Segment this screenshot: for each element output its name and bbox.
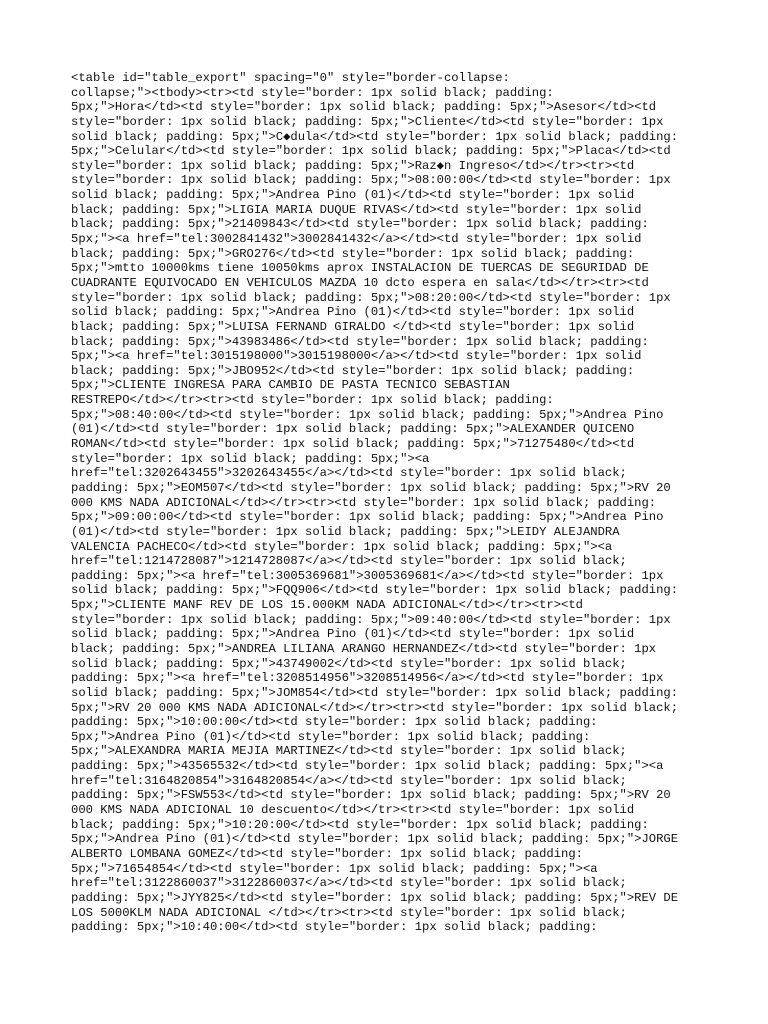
text-line: RESTREPO</td></tr><tr><td style="border: 1px solid black; padding:	[71, 393, 554, 408]
text-line: solid black; padding: 5px;">Andrea Pino (01)</td><td style="border: 1px solid	[71, 305, 635, 320]
text-line: style="border: 1px solid black; padding: 5px;">09:40:00</td><td style="border: 1px	[71, 612, 671, 627]
text-line: 5px;">71654854</td><td style="border: 1px solid black; padding: 5px;"><a	[71, 861, 598, 876]
text-line: padding: 5px;">EOM507</td><td style="border: 1px solid black; padding: 5px;">RV 20	[71, 480, 671, 495]
text-line: black; padding: 5px;">LIGIA MARIA DUQUE RIVAS</td><td style="border: 1px solid	[71, 202, 642, 217]
text-line: black; padding: 5px;">ANDREA LILIANA ARANGO HERNANDEZ</td><td style="border: 1px	[71, 641, 657, 656]
text-line: padding: 5px;">FSW553</td><td style="border: 1px solid black; padding: 5px;">RV 20	[71, 788, 671, 803]
text-line: (01)</td><td style="border: 1px solid black; padding: 5px;">ALEXANDER QUICENO	[71, 422, 635, 437]
text-line: padding: 5px;"><a href="tel:3208514956">3208514956</a></td><td style="border: 1px	[71, 671, 664, 686]
text-line: href="tel:3202643455">3202643455</a></td><td style="border: 1px solid black;	[71, 466, 627, 481]
text-line: solid black; padding: 5px;">43749002</td><td style="border: 1px solid black;	[71, 656, 627, 671]
text-line: href="tel:3122860037">3122860037</a></td><td style="border: 1px solid black;	[71, 876, 627, 891]
text-line: 5px;">CLIENTE MANF REV DE LOS 15.000KM NADA ADICIONAL</td></tr><tr><td	[71, 598, 583, 613]
text-line: ROMAN</td><td style="border: 1px solid black; padding: 5px;">71275480</td><td	[71, 437, 635, 452]
text-line: 5px;">Andrea Pino (01)</td><td style="border: 1px solid black; padding:	[71, 729, 591, 744]
text-line: 5px;">09:00:00</td><td style="border: 1px solid black; padding: 5px;">Andrea Pino	[71, 510, 664, 525]
text-line: <table id="table_export" spacing="0" style="border-collapse:	[71, 71, 510, 85]
text-line: style="border: 1px solid black; padding: 5px;">Raz◆n Ingreso</td></tr><tr><td	[71, 158, 635, 173]
text-line: padding: 5px;">JYY825</td><td style="border: 1px solid black; padding: 5px;">REV DE	[71, 890, 679, 905]
text-line: padding: 5px;">43565532</td><td style="border: 1px solid black; padding: 5px;"><a	[71, 759, 664, 774]
text-line: black; padding: 5px;">21409843</td><td style="border: 1px solid black; padding:	[71, 217, 649, 232]
text-line: 5px;">RV 20 000 KMS NADA ADICIONAL</td></tr><tr><td style="border: 1px solid black;	[71, 700, 679, 715]
text-line: black; padding: 5px;">JBO952</td><td style="border: 1px solid black; padding:	[71, 363, 635, 378]
text-line: 000 KMS NADA ADICIONAL</td></tr><tr><td style="border: 1px solid black; padding:	[71, 495, 657, 510]
text-line: href="tel:1214728087">1214728087</a></td><td style="border: 1px solid black;	[71, 554, 627, 569]
text-line: ALBERTO LOMBANA GOMEZ</td><td style="border: 1px solid black; padding:	[71, 846, 583, 861]
text-line: CUADRANTE EQUIVOCADO EN VEHICULOS MAZDA 10 dcto espera en sala</td></tr><tr><td	[71, 275, 649, 290]
text-line: style="border: 1px solid black; padding: 5px;">08:20:00</td><td style="border: 1px	[71, 290, 671, 305]
text-line: LOS 5000KLM NADA ADICIONAL </td></tr><tr><td style="border: 1px solid black;	[71, 905, 627, 920]
text-line: solid black; padding: 5px;">C◆dula</td><td style="border: 1px solid black; padding:	[71, 129, 679, 144]
text-line: black; padding: 5px;">10:20:00</td><td style="border: 1px solid black; padding:	[71, 817, 649, 832]
text-line: solid black; padding: 5px;">Andrea Pino (01)</td><td style="border: 1px solid	[71, 627, 635, 642]
text-line: 5px;">08:40:00</td><td style="border: 1px solid black; padding: 5px;">Andrea Pino	[71, 407, 664, 422]
text-line: black; padding: 5px;">LUISA FERNAND GIRALDO </td><td style="border: 1px solid	[71, 319, 635, 334]
text-line: collapse;"><tbody><tr><td style="border: 1px solid black; padding:	[71, 85, 554, 100]
text-line: padding: 5px;">10:40:00</td><td style="border: 1px solid black; padding:	[71, 920, 598, 935]
text-line: padding: 5px;"><a href="tel:3005369681">3005369681</a></td><td style="border: 1px	[71, 568, 664, 583]
document-page	[71, 71, 701, 935]
text-line: style="border: 1px solid black; padding: 5px;"><a	[71, 451, 430, 466]
text-line: padding: 5px;">10:00:00</td><td style="border: 1px solid black; padding:	[71, 715, 598, 730]
text-line: href="tel:3164820854">3164820854</a></td><td style="border: 1px solid black;	[71, 773, 627, 788]
text-line: 5px;">mtto 10000kms tiene 10050kms aprox INSTALACION DE TUERCAS DE SEGURIDAD DE	[71, 261, 649, 276]
text-line: 5px;"><a href="tel:3015198000">3015198000</a></td><td style="border: 1px solid	[71, 349, 642, 364]
text-line: style="border: 1px solid black; padding: 5px;">08:00:00</td><td style="border: 1px	[71, 173, 671, 188]
text-line: 5px;">ALEXANDRA MARIA MEJIA MARTINEZ</td><td style="border: 1px solid black;	[71, 744, 627, 759]
text-line: 5px;">Celular</td><td style="border: 1px solid black; padding: 5px;">Placa</td><td	[71, 144, 671, 159]
text-line: black; padding: 5px;">GRO276</td><td style="border: 1px solid black; padding:	[71, 246, 635, 261]
text-line: style="border: 1px solid black; padding: 5px;">Cliente</td><td style="border: 1px	[71, 114, 664, 129]
text-line: 000 KMS NADA ADICIONAL 10 descuento</td></tr><tr><td style="border: 1px solid	[71, 803, 635, 818]
text-line: VALENCIA PACHECO</td><td style="border: 1px solid black; padding: 5px;"><a	[71, 539, 613, 554]
text-line: solid black; padding: 5px;">Andrea Pino (01)</td><td style="border: 1px solid	[71, 188, 635, 203]
text-line: (01)</td><td style="border: 1px solid black; padding: 5px;">LEIDY ALEJANDRA	[71, 524, 620, 539]
text-line: solid black; padding: 5px;">FQQ906</td><td style="border: 1px solid black; padding:	[71, 583, 679, 598]
text-line: 5px;">CLIENTE INGRESA PARA CAMBIO DE PASTA TECNICO SEBASTIAN	[71, 378, 510, 393]
text-line: solid black; padding: 5px;">JOM854</td><td style="border: 1px solid black; padding:	[71, 685, 679, 700]
text-line: 5px;">Andrea Pino (01)</td><td style="border: 1px solid black; padding: 5px;">JORGE	[71, 832, 679, 847]
text-line: 5px;">Hora</td><td style="border: 1px solid black; padding: 5px;">Asesor</td><td	[71, 100, 657, 115]
text-line: black; padding: 5px;">43983486</td><td style="border: 1px solid black; padding:	[71, 334, 649, 349]
text-line: 5px;"><a href="tel:3002841432">3002841432</a></td><td style="border: 1px solid	[71, 232, 642, 247]
